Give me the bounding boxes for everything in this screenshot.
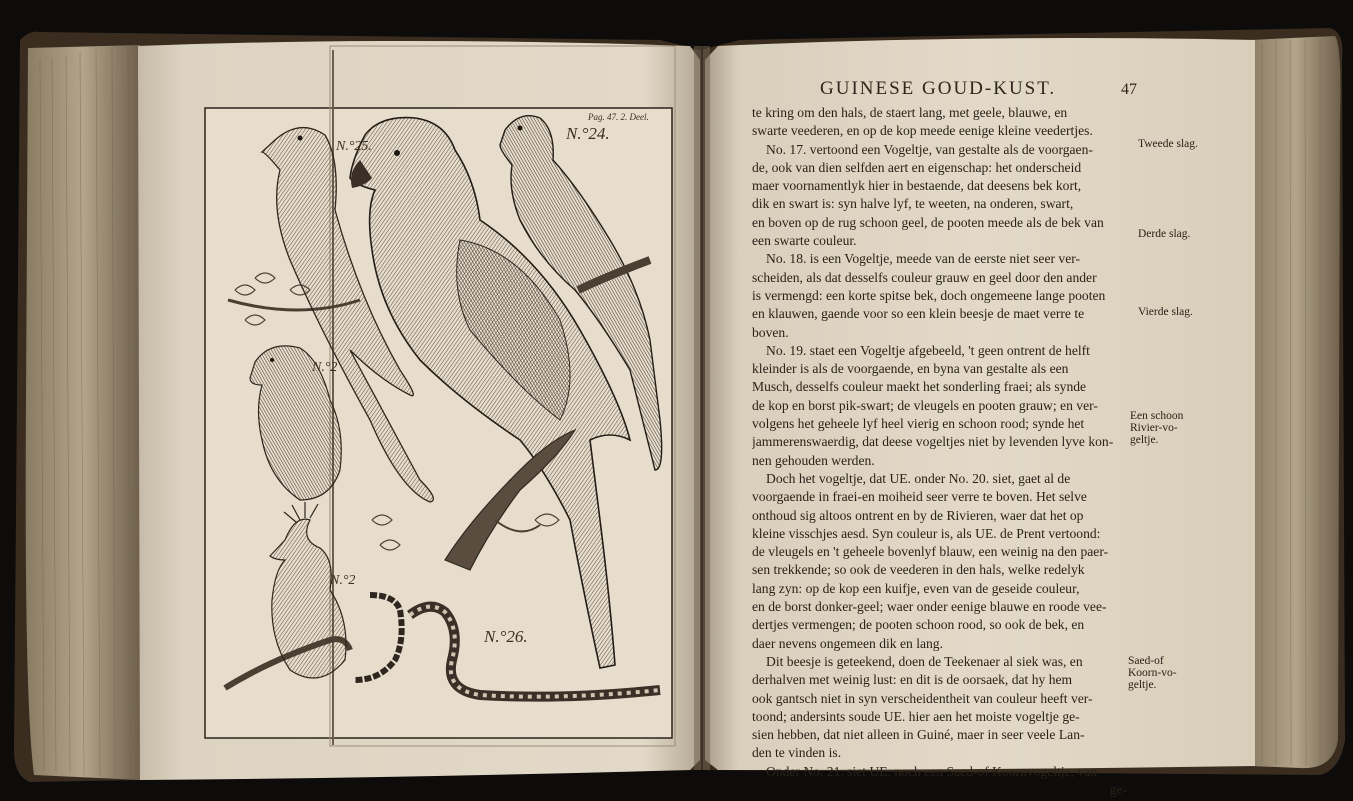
text-line: te kring om den hals, de staert lang, met geele, blauwe, en [752, 105, 1068, 120]
paragraph-lines [752, 104, 1137, 799]
margin-note-derde: Derde slag. [1138, 228, 1191, 240]
margin-note-saed: Saed-of Koorn-vo-geltje. [1128, 655, 1177, 691]
text-line: jammerenswaerdig, dat deese vogeltjes niet by levenden lyve kon- [752, 434, 1114, 450]
margin-note-rivier: Een schoon Rivier-vo-geltje. [1130, 410, 1184, 446]
text-line: dertjes vermengen; de pooten schoon rood, so ook de bek, en [752, 617, 1085, 633]
text-line: swarte veederen, en op de kop meede eenige kleine veedertjes. [752, 123, 1093, 139]
margin-note-tweede: Tweede slag. [1138, 138, 1198, 150]
text-line: Dit beesje is geteekend, doen de Teekenaer al siek was, en [766, 653, 1083, 669]
running-header [752, 78, 1137, 100]
text-line: Doch het vogeltje, dat UE. onder No. 20. siet, gaet al de [766, 470, 1071, 486]
text-line: lang zyn: op de kop een kuifje, even van de geseide couleur, [752, 580, 1080, 596]
text-line: sen trekkende; so ook de veederen in den hals, welke redelyk [752, 562, 1085, 578]
text-line: is vermengd: een korte spitse bek, doch ongemeene lange pooten [752, 287, 1106, 303]
text-line: sien hebben, dat niet alleen in Guiné, maer in seer veele Lan- [752, 727, 1085, 743]
text-line: daer nevens ongemeen dik en lang. [752, 635, 943, 651]
text-line: No. 18. is een Vogeltje, meede van de eerste niet seer ver- [766, 251, 1081, 267]
text-line: maer voornamentlyk hier in bestaende, dat deesens bek kort, [752, 178, 1082, 194]
plate-label-24: N.°24. [566, 124, 610, 143]
page-number: 47 [1121, 81, 1137, 98]
text-line: No. 19. staet een Vogeltje afgebeeld, 't geen ontrent de helft [766, 342, 1090, 358]
running-title: GUINESE GOUD-KUST. [820, 78, 1057, 99]
text-line: scheiden, als dat desselfs couleur grauw en geel door den ander [752, 269, 1097, 285]
plate-label-partial-lower: N.°2 [330, 573, 356, 588]
plate-label-26: N.°26. [484, 627, 528, 646]
page-text [752, 78, 1137, 799]
text-line: derhalven met weinig lust: en dit is de oorsaek, dat hy hem [752, 672, 1073, 688]
text-line: ook gantsch niet in syn verscheidentheit van couleur heeft ver- [752, 690, 1093, 706]
text-line: Onder No. 21. siet UE. noch een Saed-of Koornvogeltje, van [766, 763, 1098, 779]
text-line: volgens het geheele lyf heel vierig en schoon rood; synde het [752, 416, 1085, 432]
text-line: Musch, desselfs couleur maekt het sonderling fraei; als synde [752, 379, 1087, 395]
text-line: toond; andersints soude UE. hier aen het moiste vogeltje ge- [752, 708, 1080, 724]
text-line: de, ook van dien selfden aert en eigenschap: het onderscheid [752, 159, 1082, 175]
text-line: voorgaende in fraei-en moiheid seer verre te boven. Het selve [752, 489, 1087, 505]
text-line: en klauwen, gaende voor so een klein beesje de maet verre te [752, 306, 1085, 322]
text-line: de kop en borst pik-swart; de vleugels en pooten grauw; en ver- [752, 397, 1098, 413]
plate-label-partial-upper: N.°2 [312, 360, 338, 375]
plate-page-reference: Pag. 47. 2. Deel. [588, 112, 649, 122]
text-line: boven. [752, 324, 789, 340]
text-line: een swarte couleur. [752, 233, 857, 249]
text-line: onthoud sig altoos ontrent en by de Rivieren, waer dat het op [752, 507, 1084, 523]
text-line: kleinder is als de voorgaende, en byna van gestalte als een [752, 361, 1069, 377]
text-line: dik en swart is: syn halve lyf, te weeten, na onderen, swart, [752, 196, 1074, 212]
plate-label-25: N.°25. [336, 139, 372, 154]
text-line: ge- [1109, 781, 1127, 797]
text-line: No. 17. vertoond een Vogeltje, van gestalte als de voorgaen- [766, 141, 1093, 157]
text-line: en de borst donker-geel; waer onder eenige blauwe en roode vee- [752, 599, 1107, 615]
text-line: de vleugels en 't geheele bovenlyf blauw, een weinig na den paer- [752, 544, 1109, 560]
text-line: en boven op de rug schoon geel, de pooten meede als de bek van [752, 214, 1104, 230]
text-line: den te vinden is. [752, 745, 842, 761]
margin-note-vierde: Vierde slag. [1138, 306, 1193, 318]
text-line: nen gehouden werden. [752, 452, 875, 468]
text-line: kleine visschjes aesd. Syn couleur is, als UE. de Prent vertoond: [752, 525, 1101, 541]
